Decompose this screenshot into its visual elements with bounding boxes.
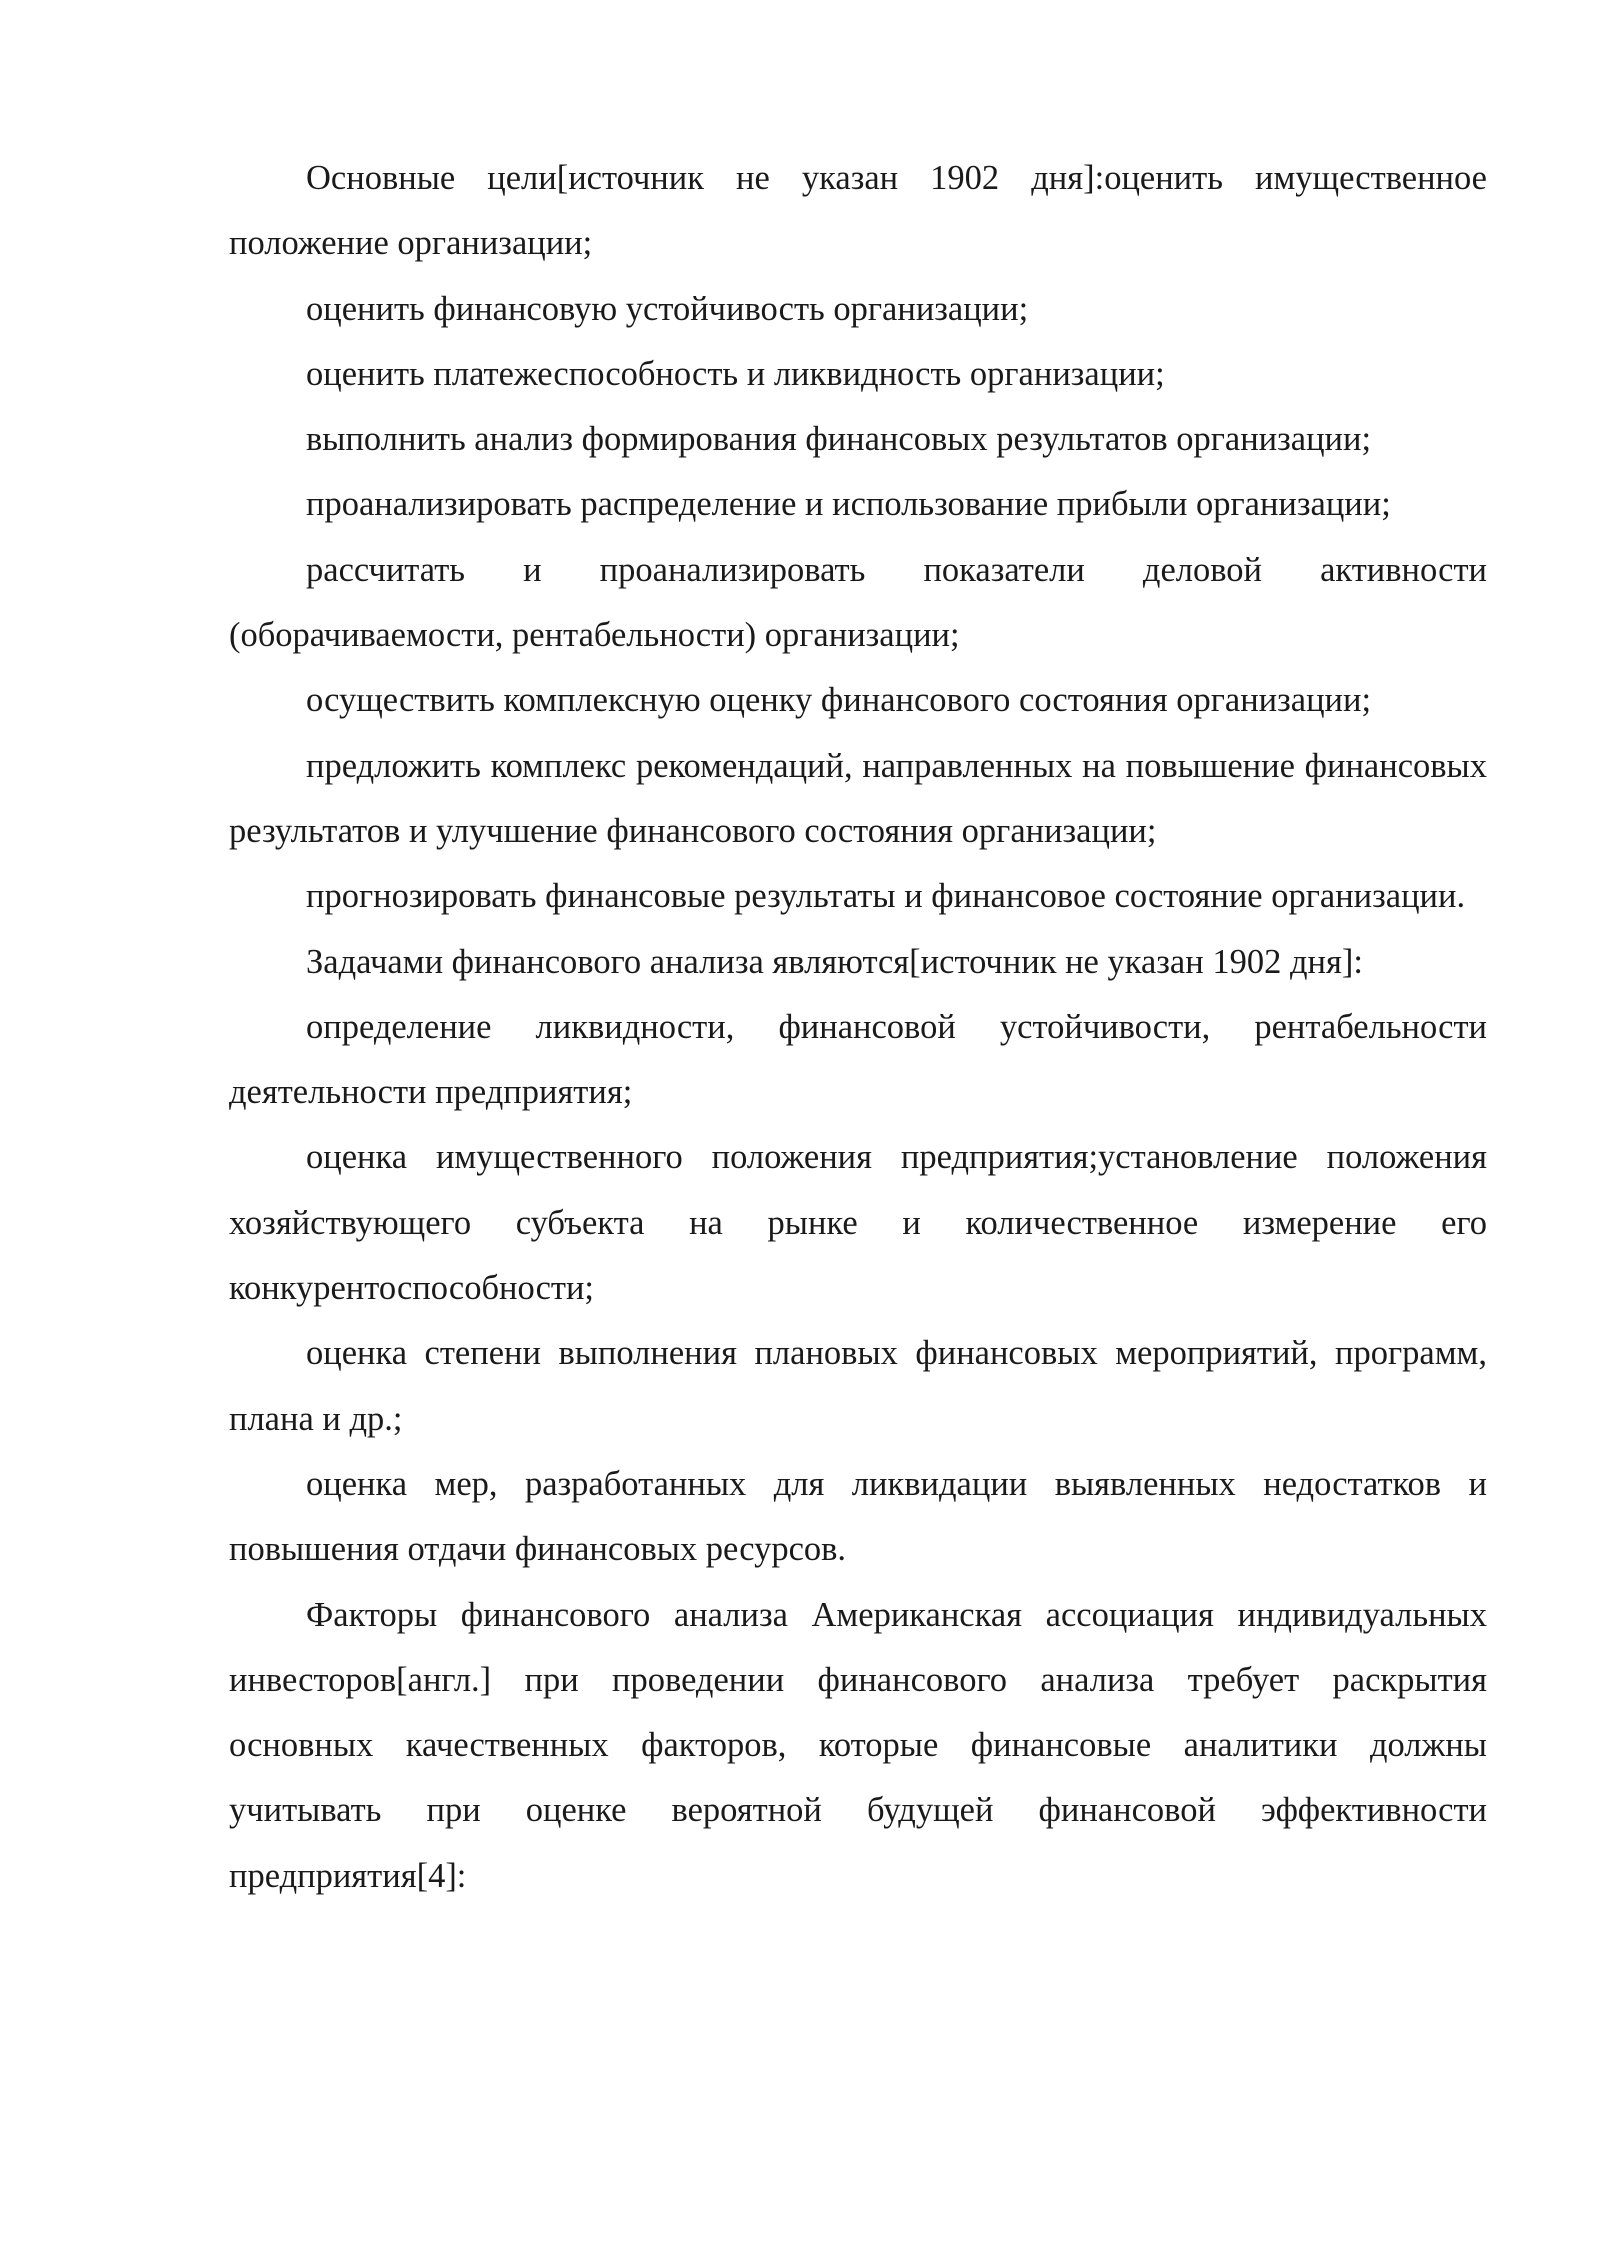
paragraph-task-property-position: оценка имущественного положения предприятия;установление положения хозяйствующего субъекта на рынке и количественное измерение его конкурентоспособности; xyxy=(229,1138,1487,1308)
paragraph-goal-financial-stability: оценить финансовую устойчивость организации; xyxy=(306,289,1029,328)
paragraph-tasks-intro: Задачами финансового анализа являются[источник не указан 1902 дня]: xyxy=(306,942,1363,981)
paragraph-goal-profit-distribution: проанализировать распределение и использование прибыли организации; xyxy=(306,485,1391,524)
paragraph-task-plan-execution: оценка степени выполнения плановых финансовых мероприятий, программ, плана и др.; xyxy=(229,1334,1487,1438)
document-body xyxy=(229,146,1487,1909)
paragraph-factors: Факторы финансового анализа Американская ассоциация индивидуальных инвесторов[англ.] при проведении финансового анализа требует раскрытия основных качественных факторов, которые финансовые аналитики должны учитывать при оценке вероятной будущей финансовой эффективности предприятия[4]: xyxy=(229,1595,1487,1895)
paragraph-goal-forecast: прогнозировать финансовые результаты и финансовое состояние организации. xyxy=(306,877,1466,916)
paragraph-task-liquidity: определение ликвидности, финансовой устойчивости, рентабельности деятельности предприятия; xyxy=(229,1007,1487,1112)
paragraph-goal-solvency: оценить платежеспособность и ликвидность организации; xyxy=(306,354,1165,393)
paragraph-goal-complex-assessment: осуществить комплексную оценку финансового состояния организации; xyxy=(306,681,1372,720)
paragraph-goal-business-activity: рассчитать и проанализировать показатели деловой активности (оборачиваемости, рентабельности) организации; xyxy=(229,550,1487,655)
paragraph-task-measures: оценка мер, разработанных для ликвидации выявленных недостатков и повышения отдачи финансовых ресурсов. xyxy=(229,1464,1487,1569)
paragraph-goal-recommendations: предложить комплекс рекомендаций, направленных на повышение финансовых результатов и улучшение финансового состояния организации; xyxy=(229,746,1487,850)
paragraph-goal-financial-results: выполнить анализ формирования финансовых результатов организации; xyxy=(306,420,1372,459)
paragraph-goals-intro: Основные цели[источник не указан 1902 дня]:оценить имущественное положение организации; xyxy=(229,159,1487,263)
